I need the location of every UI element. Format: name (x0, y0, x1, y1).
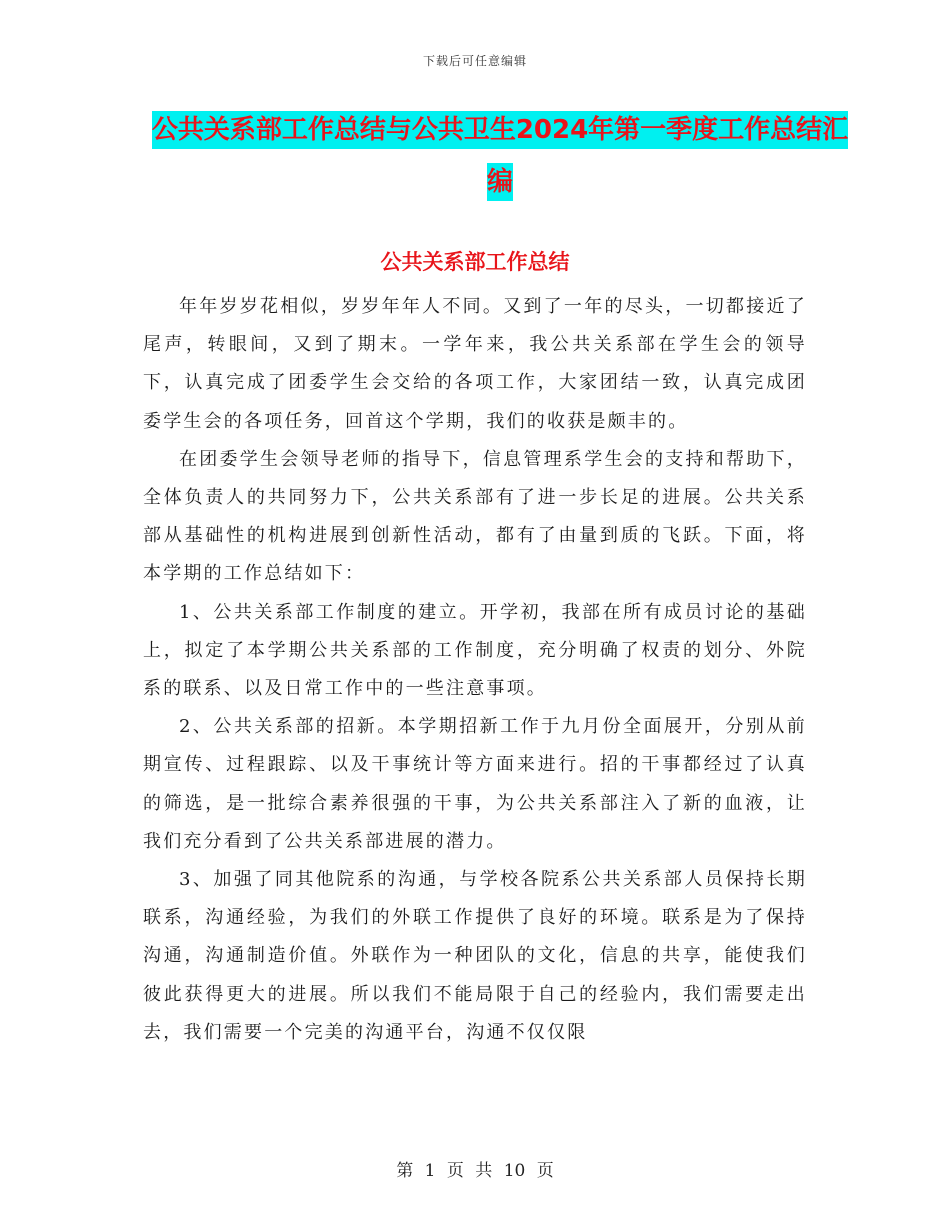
paragraph: 2、公共关系部的招新。本学期招新工作于九月份全面展开，分别从前期宣传、过程跟踪、以及干事统计等方面来进行。招的干事都经过了认真的筛选，是一批综合素养很强的干事，为公共关系部注入了新的血液，让我们充分看到了公共关系部进展的潜力。 (143, 716, 807, 852)
page-header-note: 下载后可任意编辑 (422, 54, 527, 68)
paragraph: 年年岁岁花相似，岁岁年年人不同。又到了一年的尽头，一切都接近了尾声，转眼间，又到了期末。一学年来，我公共关系部在学生会的领导下，认真完成了团委学生会交给的各项工作，大家团结一致，认真完成团委学生会的各项任务，回首这个学期，我们的收获是颇丰的。 (143, 296, 807, 432)
paragraph: 1、公共关系部工作制度的建立。开学初，我部在所有成员讨论的基础上，拟定了本学期公共关系部的工作制度，充分明确了权责的划分、外院系的联系、以及日常工作中的一些注意事项。 (143, 601, 807, 700)
paragraph: 3、加强了同其他院系的沟通，与学校各院系公共关系部人员保持长期联系，沟通经验，为我们的外联工作提供了良好的环境。联系是为了保持沟通，沟通制造价值。外联作为一种团队的文化，信息的共享，能使我们彼此获得更大的进展。所以我们不能局限于自己的经验内，我们需要走出去，我们需要一个完美的沟通平台，沟通不仅仅限 (143, 869, 807, 1043)
paragraph: 在团委学生会领导老师的指导下，信息管理系学生会的支持和帮助下，全体负责人的共同努力下，公共关系部有了进一步长足的进展。公共关系部从基础性的机构进展到创新性活动，都有了由量到质的飞跃。下面，将本学期的工作总结如下： (143, 448, 807, 585)
section-heading: 公共关系部工作总结 (380, 250, 570, 274)
document-title-text: 公共关系部工作总结与公共卫生2024年第一季度工作总结汇编 (152, 111, 848, 201)
page-number-footer: 第 1 页 共 10 页 (396, 1161, 554, 1181)
document-body (143, 288, 807, 1052)
document-title (140, 104, 860, 208)
